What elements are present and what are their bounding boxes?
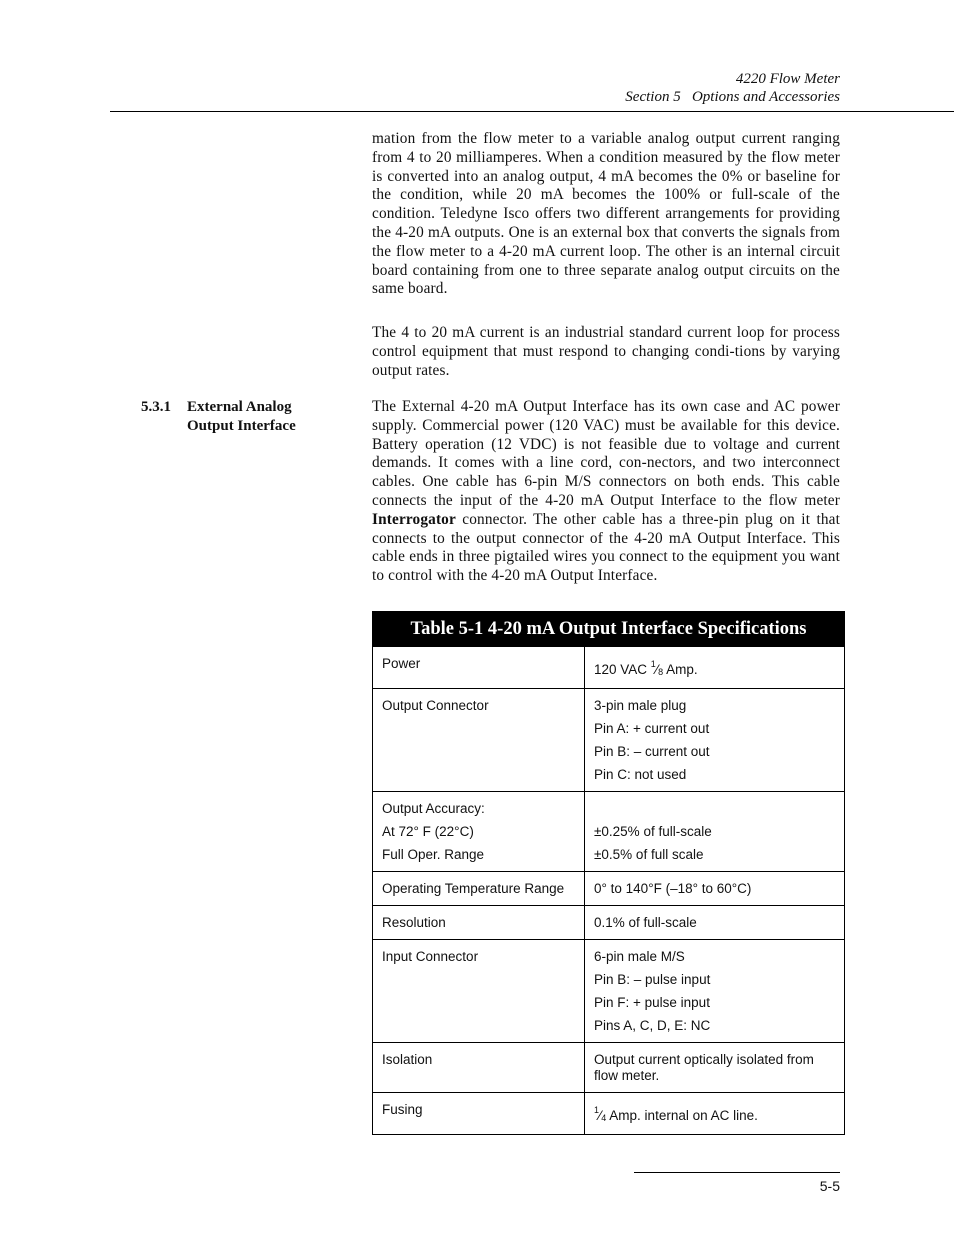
- fraction-denominator: 4: [601, 1113, 607, 1123]
- interrogator-term: Interrogator: [372, 510, 456, 528]
- power-value: [585, 647, 845, 689]
- header-section-title: Section 5 Options and Accessories: [625, 89, 840, 105]
- spacer-line: [594, 801, 835, 817]
- table-row: [373, 647, 845, 689]
- value-line: Pin B: – pulse input: [594, 972, 711, 987]
- power-value-unit: Amp.: [663, 662, 698, 677]
- isolation-value: Output current optically isolated from flow meter.: [585, 1043, 845, 1093]
- paragraph-text-part: connector. The other cable has a three-pin plug on it that connects to the output connector of the 4-20 mA Output Interface. This cable ends in three pigtailed wires you connect to the equipment you want to control with the 4-20 mA Output Interface.: [372, 510, 840, 585]
- output-connector-label: Output Connector: [373, 689, 585, 792]
- header-document-title: 4220 Flow Meter: [735, 71, 840, 87]
- output-connector-value: [585, 689, 845, 792]
- body-paragraph-1: [372, 130, 840, 305]
- power-value-text: 120 VAC: [594, 662, 651, 677]
- body-paragraph-2: [372, 324, 840, 386]
- fraction-numerator: 1: [650, 659, 656, 669]
- header-rule: [110, 111, 954, 112]
- fusing-label: Fusing: [373, 1093, 585, 1135]
- section-number: 5.3.1: [141, 399, 171, 415]
- paragraph-text: [372, 398, 840, 586]
- table-row: [373, 872, 845, 906]
- resolution-label: Resolution: [373, 906, 585, 940]
- temperature-label: Operating Temperature Range: [373, 872, 585, 906]
- paragraph-text-part: The External 4-20 mA Output Interface has its own case and AC power supply. Commercial power (120 VAC) must be available for this device. Battery operation (12 VDC) is not feasible due to voltage and current demands. It comes with a line cord, con-nectors, and two interconnect cables. One cable has 6-pin M/S connectors on both ends. This cable connects the input of the 4-20 mA Output Interface to the flow meter: [372, 398, 840, 509]
- section-title: External Analog Output Interface: [187, 399, 296, 434]
- table-row: [373, 689, 845, 792]
- fraction-numerator: 1: [594, 1105, 600, 1115]
- accuracy-label: [373, 792, 585, 872]
- value-line: Pin F: + pulse input: [594, 995, 710, 1010]
- value-line: ±0.5% of full scale: [594, 847, 704, 862]
- input-connector-label: Input Connector: [373, 940, 585, 1043]
- page-number: 5-5: [819, 1178, 840, 1194]
- fraction: $^1⁄_4$: [594, 1105, 607, 1123]
- accuracy-value: [585, 792, 845, 872]
- fusing-value: [585, 1093, 845, 1135]
- label-line: Full Oper. Range: [382, 847, 485, 862]
- footer-rule: [634, 1172, 840, 1173]
- paragraph-text: The 4 to 20 mA current is an industrial standard current loop for process control equipment that must respond to changing condi-tions by varying output rates.: [372, 324, 840, 379]
- input-connector-value: [585, 940, 845, 1043]
- value-line: 6-pin male M/S: [594, 949, 685, 964]
- table-row: [373, 940, 845, 1043]
- isolation-label: Isolation: [373, 1043, 585, 1093]
- label-line: At 72° F (22°C): [382, 824, 474, 839]
- table-row: [373, 1093, 845, 1135]
- table-row: [373, 906, 845, 940]
- value-line: Pin A: + current out: [594, 721, 710, 736]
- fraction-denominator: 8: [658, 667, 664, 677]
- paragraph-text: mation from the flow meter to a variable analog output current ranging from 4 to 20 milliamperes. When a condition measured by the flow meter is converted into an analog output, 4 mA becomes the 0% or baseline for the condition, while 20 mA becomes the 100% or full-scale of the condition. Teledyne Isco offers two different arrangements for providing the 4-20 mA outputs. One is an external box that converts the signals from the flow meter to a 4-20 mA current loop. The other is an internal circuit board containing from one to three separate analog output circuits on the same board.: [372, 130, 840, 298]
- table-row: [373, 792, 845, 872]
- value-line: Pin C: not used: [594, 767, 687, 782]
- table-row: [373, 1043, 845, 1093]
- value-line: Pins A, C, D, E: NC: [594, 1018, 711, 1033]
- power-label: Power: [373, 647, 585, 689]
- fusing-value-text: Amp. internal on AC line.: [606, 1108, 758, 1123]
- fraction: $^1⁄_8$: [650, 659, 664, 677]
- label-line: Output Accuracy:: [382, 801, 485, 816]
- value-line: 3-pin male plug: [594, 698, 687, 713]
- temperature-value: 0° to 140°F (–18° to 60°C): [585, 872, 845, 906]
- resolution-value: 0.1% of full-scale: [585, 906, 845, 940]
- body-paragraph-3: [372, 398, 840, 592]
- value-line: ±0.25% of full-scale: [594, 824, 712, 839]
- specifications-table: [372, 611, 845, 1135]
- value-line: Pin B: – current out: [594, 744, 710, 759]
- table-title: Table 5-1 4-20 mA Output Interface Specifications: [373, 612, 845, 647]
- running-header: [625, 70, 840, 106]
